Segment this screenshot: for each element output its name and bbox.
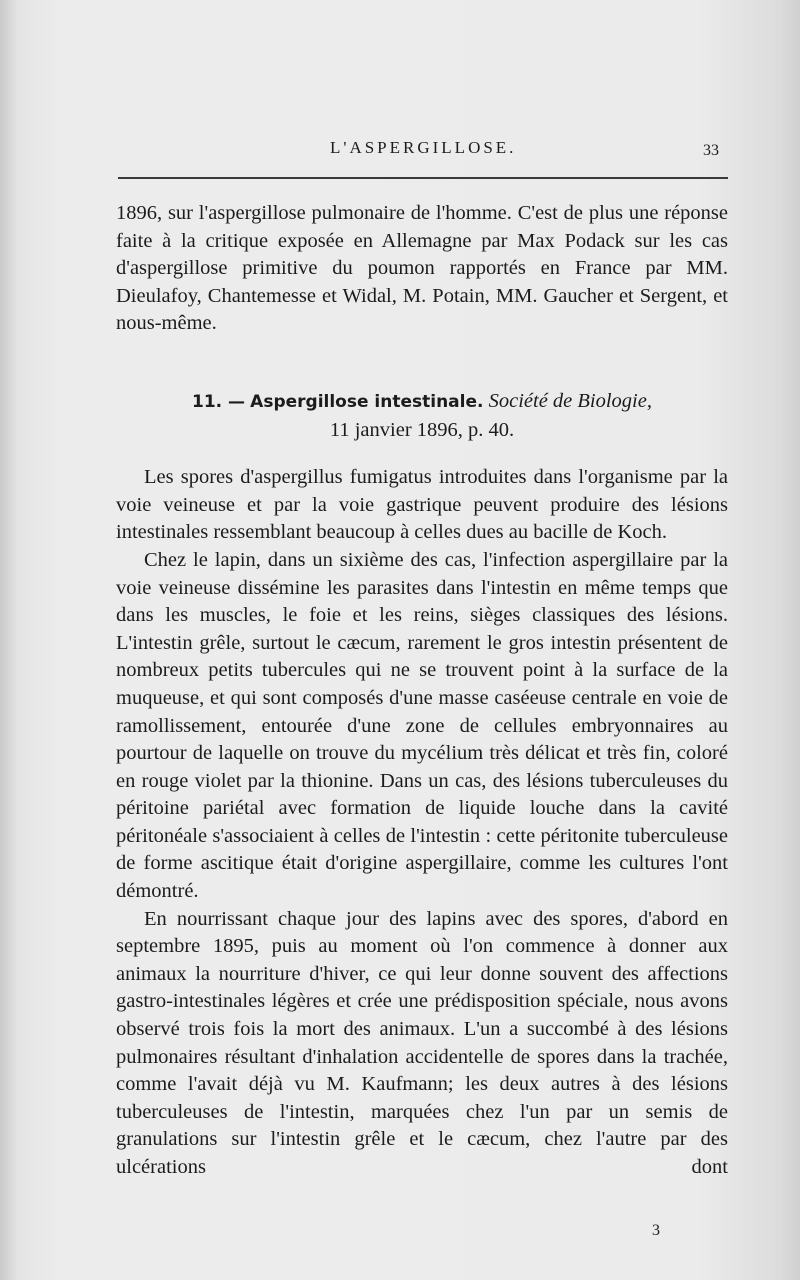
paragraph-3: En nourrissant chaque jour des lapins avec des spores, d'abord en septembre 1895, puis au moment où l'on commence à donner aux animaux la nourriture d'hiver, ce qui leur donne souvent des affections gastro-intestinales légères et crée une prédisposition spéciale, nous avons observé trois fois la mort des animaux. L'un a succombé à des lésions pulmonaires résultant d'inhalation accidentelle de spores dans la trachée, comme l'avait déjà vu M. Kaufmann; les deux autres à des lésions tuberculeuses de l'intestin, marquées chez l'un par un semis de granulations sur l'intestin grêle et le cæcum, chez l'autre par des ulcérations dont: [116, 907, 728, 1178]
intro-paragraph: 1896, sur l'aspergillose pulmonaire de l'homme. C'est de plus une réponse faite à la critique exposée en Allemagne par Max Podack sur les cas d'aspergillose primitive du poumon rapportés en France par MM. Dieulafoy, Chantemesse et Widal, M. Potain, MM. Gaucher et Sergent, et nous-même.: [116, 202, 728, 335]
section-venue: Société de Biologie,: [488, 389, 652, 412]
section-heading: [116, 388, 728, 444]
section-number: 11. —: [192, 391, 246, 412]
signature-mark: 3: [652, 1222, 660, 1239]
paragraph-1: Les spores d'aspergillus fumigatus introduites dans l'organisme par la voie veineuse et par la voie gastrique peuvent produire des lésions intestinales ressemblant beaucoup à celles dues au bacille de Koch.: [116, 466, 728, 544]
section-date: 11 janvier 1896, p. 40.: [329, 418, 515, 441]
section-title: Aspergillose intestinale.: [250, 391, 484, 412]
page-number: 33: [703, 142, 719, 159]
page-header: [0, 138, 800, 168]
body-text: [116, 200, 728, 1182]
header-rule: [118, 177, 728, 179]
running-title: L'ASPERGILLOSE.: [330, 138, 517, 157]
paragraph-2: Chez le lapin, dans un sixième des cas, l'infection aspergillaire par la voie veineuse dissémine les parasites dans l'intestin en même temps que dans les muscles, le foie et les reins, sièges classiques des lésions. L'intestin grêle, surtout le cæcum, rarement le gros intestin présentent de nombreux petits tubercules qui ne se trouvent point à la surface de la muqueuse, et qui sont composés d'une masse caséeuse centrale en voie de ramollissement, entourée d'une zone de cellules embryonnaires au pourtour de laquelle on trouve du mycélium très délicat et très fin, coloré en rouge violet par la thionine. Dans un cas, des lésions tuberculeuses du péritoine pariétal avec formation de liquide louche dans la cavité péritonéale s'associaient à celles de l'intestin : cette péritonite tuberculeuse de forme ascitique était d'origine aspergillaire, comme les cultures l'ont démontré.: [116, 548, 728, 903]
